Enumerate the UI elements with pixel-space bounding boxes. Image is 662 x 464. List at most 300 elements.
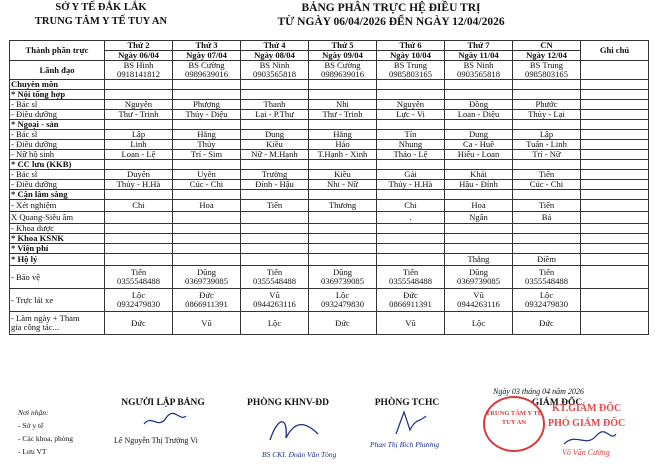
- date-header: Ngày 12/04: [513, 51, 581, 61]
- column-header-notes: Ghi chú: [581, 41, 649, 61]
- table-cell: Phước: [513, 100, 581, 110]
- table-cell: [445, 80, 513, 90]
- staff-phone: 0932479830: [525, 299, 568, 309]
- table-row: [10, 120, 649, 130]
- row-label-xn: - Xét nghiệm: [10, 200, 105, 212]
- table-cell: Thư - Trinh: [309, 110, 377, 120]
- section-chuyen-mon: Chuyên môn: [10, 80, 105, 90]
- table-cell: Chi: [105, 200, 173, 212]
- table-cell: [105, 190, 173, 200]
- table-cell: [309, 160, 377, 170]
- table-cell: Trí - Nữ: [513, 150, 581, 160]
- table-cell: Tiến: [241, 200, 309, 212]
- table-cell: Điềm: [513, 254, 581, 266]
- table-cell: [513, 289, 581, 312]
- table-cell: [445, 160, 513, 170]
- signer-khnv-title: PHÒNG KHNV-ĐD: [247, 398, 329, 408]
- leader-name: BS Cường: [188, 60, 225, 70]
- row-label-bs: - Bác sĩ: [10, 100, 105, 110]
- table-cell: Lập: [105, 130, 173, 140]
- signature-tchc: [390, 408, 430, 438]
- table-cell: .: [377, 212, 445, 224]
- table-cell: [581, 190, 649, 200]
- table-cell: [105, 160, 173, 170]
- duty-table: [9, 40, 649, 335]
- table-cell: [241, 234, 309, 244]
- table-cell: Đức: [309, 312, 377, 335]
- date-header: Ngày 10/04: [377, 51, 445, 61]
- table-cell: [513, 234, 581, 244]
- leader-name: BS Hinh: [123, 60, 154, 70]
- table-cell: [173, 120, 241, 130]
- day-header: Thứ 7: [445, 41, 513, 51]
- row-label-dd: - Điều dưỡng: [10, 180, 105, 190]
- staff-phone: 0944263116: [253, 299, 296, 309]
- table-cell: Nữ - M.Hạnh: [241, 150, 309, 160]
- staff-name: Dũng: [468, 267, 489, 277]
- table-row: [10, 200, 649, 212]
- table-cell: [105, 80, 173, 90]
- table-row: [10, 41, 649, 51]
- staff-phone: 0866911391: [389, 299, 432, 309]
- table-cell: Dung: [445, 130, 513, 140]
- table-row: [10, 244, 649, 254]
- signer-director-title: GIÁM ĐỐC: [531, 398, 583, 408]
- note-cell: [581, 110, 649, 120]
- row-label-bv: - Bảo vệ: [10, 266, 105, 289]
- deputy-director-label: PHÓ GIÁM ĐỐC: [548, 418, 626, 429]
- table-row: [10, 289, 649, 312]
- table-cell: [377, 289, 445, 312]
- table-cell: Thủy: [173, 140, 241, 150]
- day-header: Thứ 3: [173, 41, 241, 51]
- table-cell: Nguyên: [377, 100, 445, 110]
- table-cell: Khải: [445, 170, 513, 180]
- table-cell: Thương: [309, 200, 377, 212]
- table-cell: [173, 212, 241, 224]
- staff-phone: 0932479830: [321, 299, 364, 309]
- leader-phone: 0985803165: [389, 69, 432, 79]
- leader-name: BS Ninh: [259, 60, 290, 70]
- table-cell: [445, 190, 513, 200]
- staff-phone: 0866911391: [185, 299, 228, 309]
- day-header: CN: [513, 41, 581, 51]
- table-cell: [445, 90, 513, 100]
- table-cell: [241, 266, 309, 289]
- staff-phone: 0355548488: [117, 276, 160, 286]
- table-row: [10, 130, 649, 140]
- recipients-title: Nơi nhận:: [18, 408, 49, 417]
- note-cell: [581, 254, 649, 266]
- recipient-1: - Sở y tế: [18, 421, 44, 430]
- table-cell: Kiều: [241, 140, 309, 150]
- staff-name: Tiến: [538, 267, 555, 277]
- table-cell: Nhi: [309, 100, 377, 110]
- row-label-dd: - Điều dưỡng: [10, 140, 105, 150]
- section-ngoai: * Ngoại - sản: [10, 120, 105, 130]
- table-cell: [173, 266, 241, 289]
- table-cell: [377, 160, 445, 170]
- signer-preparer-name: Lê Nguyễn Thị Trường Vi: [114, 436, 198, 445]
- staff-phone: 0944263116: [457, 299, 500, 309]
- table-cell: [105, 254, 173, 266]
- row-label-hs: - Nữ hộ sinh: [10, 150, 105, 160]
- table-cell: Hằng: [173, 130, 241, 140]
- table-cell: [241, 120, 309, 130]
- recipient-2: - Các khoa, phòng: [18, 434, 73, 443]
- recipients: [18, 406, 73, 458]
- leader-phone: 0903565818: [253, 69, 296, 79]
- table-cell: [309, 266, 377, 289]
- staff-name: Vũ: [269, 290, 280, 300]
- signer-khnv-name: BS CKI. Đoàn Văn Tòng: [262, 450, 337, 459]
- table-cell: Đính - Hậu: [241, 180, 309, 190]
- table-cell: [173, 190, 241, 200]
- table-cell: [377, 90, 445, 100]
- table-cell: [377, 266, 445, 289]
- section-noi: * Nội tổng hợp: [10, 90, 105, 100]
- table-cell: [445, 244, 513, 254]
- table-row: [10, 254, 649, 266]
- table-cell: Thắng: [445, 254, 513, 266]
- date-header: Ngày 08/04: [241, 51, 309, 61]
- table-cell: [513, 190, 581, 200]
- table-row: [10, 140, 649, 150]
- table-cell: Nguyên: [105, 100, 173, 110]
- recipient-3: - Lưu VT: [18, 447, 47, 456]
- note-cell: [581, 100, 649, 110]
- table-cell: Thủy - H.Hà: [105, 180, 173, 190]
- table-cell: [581, 90, 649, 100]
- note-cell: [581, 312, 649, 335]
- staff-phone: 0355548488: [389, 276, 432, 286]
- table-cell: [445, 289, 513, 312]
- table-cell: [377, 120, 445, 130]
- leader-name: BS Trung: [393, 60, 428, 70]
- table-cell: Đức: [513, 312, 581, 335]
- issue-date: Ngày 03 tháng 04 năm 2026: [493, 387, 584, 396]
- table-cell: [241, 224, 309, 234]
- leader-name: BS Ninh: [463, 60, 494, 70]
- table-cell: T.Hạnh - Xinh: [309, 150, 377, 160]
- table-cell: [173, 244, 241, 254]
- table-cell: Vũ: [173, 312, 241, 335]
- signature-preparer: [140, 410, 190, 432]
- note-cell: [581, 150, 649, 160]
- table-cell: [309, 212, 377, 224]
- table-cell: Đồng: [445, 100, 513, 110]
- table-cell: [241, 190, 309, 200]
- staff-name: Đức: [199, 290, 214, 300]
- section-cc: * CC lưu (KKB): [10, 160, 105, 170]
- staff-phone: 0355548488: [253, 276, 296, 286]
- table-cell: Gái: [377, 170, 445, 180]
- table-cell: Trường: [241, 170, 309, 180]
- table-cell: [173, 289, 241, 312]
- table-cell: Tuấn - Linh: [513, 140, 581, 150]
- staff-phone: 0355548488: [525, 276, 568, 286]
- row-label-dd: - Điều dưỡng: [10, 110, 105, 120]
- row-label-kd: - Khoa dược: [10, 224, 105, 234]
- table-cell: [445, 120, 513, 130]
- table-row: [10, 212, 649, 224]
- table-cell: Duyên: [105, 170, 173, 180]
- row-label-vp: * Viện phí: [10, 244, 105, 254]
- staff-name: Dũng: [196, 267, 217, 277]
- table-cell: [105, 212, 173, 224]
- row-label-hl: * Hộ lý: [10, 254, 105, 266]
- leader-name: BS Cường: [324, 60, 361, 70]
- note-cell: [581, 200, 649, 212]
- table-cell: Hoa: [173, 200, 241, 212]
- stamp-text: TRUNG TÂM Y TẾ TUY AN: [485, 410, 543, 426]
- table-cell: [105, 120, 173, 130]
- table-cell: [513, 90, 581, 100]
- table-cell: [513, 80, 581, 90]
- note-cell: [581, 170, 649, 180]
- table-cell: [581, 160, 649, 170]
- table-cell: Cúc - Chi: [173, 180, 241, 190]
- table-cell: Thảo - Lệ: [377, 150, 445, 160]
- table-cell: [309, 254, 377, 266]
- table-cell: [309, 80, 377, 90]
- table-cell: [241, 212, 309, 224]
- table-cell: [377, 80, 445, 90]
- table-cell: [105, 234, 173, 244]
- lamngay-label-1: - Làm ngày + Tham: [11, 313, 80, 323]
- table-cell: [105, 244, 173, 254]
- table-row: [10, 61, 649, 80]
- table-cell: [513, 120, 581, 130]
- leader-cell: [513, 61, 581, 80]
- title-line1: BẢNG PHÂN TRỰC HỆ ĐIỀU TRỊ: [301, 2, 481, 14]
- staff-phone: 0369739085: [185, 276, 228, 286]
- signature-khnv: [264, 412, 324, 448]
- row-label-xq: X Quang-Siêu âm: [10, 212, 105, 224]
- table-cell: [445, 224, 513, 234]
- table-cell: [173, 254, 241, 266]
- staff-name: Lộc: [539, 290, 554, 300]
- table-cell: [309, 190, 377, 200]
- table-cell: Thư - Trinh: [105, 110, 173, 120]
- table-cell: Bá: [513, 212, 581, 224]
- leader-cell: [309, 61, 377, 80]
- leader-cell: [377, 61, 445, 80]
- column-header-role: Thành phần trực: [10, 41, 105, 61]
- note-cell: [581, 130, 649, 140]
- table-cell: [105, 90, 173, 100]
- table-cell: Linh: [105, 140, 173, 150]
- table-cell: [241, 80, 309, 90]
- leader-phone: 0918141812: [117, 69, 160, 79]
- table-cell: [105, 289, 173, 312]
- table-cell: [309, 244, 377, 254]
- staff-phone: 0369739085: [321, 276, 364, 286]
- doc-title: [236, 1, 546, 29]
- table-cell: Kiều: [309, 170, 377, 180]
- staff-name: Đức: [403, 290, 418, 300]
- table-cell: Thủy - Diệu: [173, 110, 241, 120]
- table-row: [10, 150, 649, 160]
- table-cell: [309, 289, 377, 312]
- leader-cell: [173, 61, 241, 80]
- table-cell: [173, 234, 241, 244]
- org-department: SỞ Y TẾ ĐẮK LẮK: [55, 2, 147, 13]
- staff-name: Tiến: [402, 267, 419, 277]
- kt-director-label: KT.GIÁM ĐỐC: [552, 403, 622, 414]
- table-cell: [513, 160, 581, 170]
- leader-name: BS Trung: [529, 60, 564, 70]
- table-cell: [581, 224, 649, 234]
- table-cell: Trí - Sim: [173, 150, 241, 160]
- leader-cell: [105, 61, 173, 80]
- signature-director: [560, 430, 620, 450]
- table-cell: [173, 160, 241, 170]
- table-cell: [445, 234, 513, 244]
- leader-phone: 0989639016: [321, 69, 364, 79]
- table-cell: [581, 234, 649, 244]
- table-cell: [581, 120, 649, 130]
- table-cell: Hằng: [309, 130, 377, 140]
- table-cell: Nhung: [377, 140, 445, 150]
- staff-name: Lộc: [335, 290, 350, 300]
- row-label-ksnk: * Khoa KSNK: [10, 234, 105, 244]
- org-header: [26, 1, 176, 29]
- table-row: [10, 160, 649, 170]
- table-cell: [445, 266, 513, 289]
- row-label-lamngay: [10, 312, 105, 335]
- day-header: Thứ 2: [105, 41, 173, 51]
- table-cell: [173, 224, 241, 234]
- leader-phone: 0985803165: [525, 69, 568, 79]
- day-header: Thứ 4: [241, 41, 309, 51]
- signer-preparer-title: NGƯỜI LẬP BẢNG: [121, 398, 205, 408]
- signer-director-name: Võ Văn Cường: [562, 448, 610, 457]
- note-cell: [581, 212, 649, 224]
- table-cell: [105, 266, 173, 289]
- table-cell: [581, 244, 649, 254]
- table-cell: [581, 80, 649, 90]
- table-cell: [105, 224, 173, 234]
- table-cell: [377, 244, 445, 254]
- staff-name: Tiến: [266, 267, 283, 277]
- table-row: [10, 190, 649, 200]
- table-cell: Thủy - H.Hà: [377, 180, 445, 190]
- table-row: [10, 224, 649, 234]
- table-cell: [377, 190, 445, 200]
- note-cell: [581, 289, 649, 312]
- table-row: [10, 80, 649, 90]
- table-cell: Hậu - Đính: [445, 180, 513, 190]
- table-cell: Thanh: [241, 100, 309, 110]
- table-cell: Tiến: [513, 170, 581, 180]
- row-label-tx: - Trực lái xe: [10, 289, 105, 312]
- signer-tchc-name: Phan Thị Bích Phương: [370, 440, 440, 449]
- table-cell: Ca - Huê: [445, 140, 513, 150]
- table-cell: Hảo: [309, 140, 377, 150]
- staff-name: Vũ: [473, 290, 484, 300]
- staff-phone: 0369739085: [457, 276, 500, 286]
- table-cell: [173, 90, 241, 100]
- date-header: Ngày 06/04: [105, 51, 173, 61]
- table-cell: Hoa: [445, 200, 513, 212]
- table-cell: Cúc - Chi: [513, 180, 581, 190]
- table-row: [10, 110, 649, 120]
- table-cell: [309, 90, 377, 100]
- table-cell: [241, 160, 309, 170]
- table-cell: [513, 224, 581, 234]
- table-cell: [377, 234, 445, 244]
- table-row: [10, 266, 649, 289]
- official-stamp: [483, 396, 545, 452]
- signer-tchc-title: PHÒNG TCHC: [374, 398, 440, 408]
- table-cell: [241, 289, 309, 312]
- table-cell: Tiến: [513, 200, 581, 212]
- section-cls: * Cận lâm sàng: [10, 190, 105, 200]
- staff-name: Dũng: [332, 267, 353, 277]
- table-cell: [241, 90, 309, 100]
- table-cell: [241, 254, 309, 266]
- table-cell: Dung: [241, 130, 309, 140]
- table-cell: Phượng: [173, 100, 241, 110]
- note-cell: [581, 140, 649, 150]
- org-center: TRUNG TÂM Y TẾ TUY AN: [34, 16, 168, 27]
- day-header: Thứ 6: [377, 41, 445, 51]
- table-cell: Lập: [513, 130, 581, 140]
- table-row: [10, 170, 649, 180]
- table-cell: [173, 80, 241, 90]
- table-cell: [377, 254, 445, 266]
- leader-cell: [445, 61, 513, 80]
- note-cell: [581, 61, 649, 80]
- date-header: Ngày 09/04: [309, 51, 377, 61]
- table-cell: Lộc: [241, 312, 309, 335]
- table-cell: Loan - Diệu: [445, 110, 513, 120]
- leader-phone: 0903565818: [457, 69, 500, 79]
- table-cell: Lực - Vi: [377, 110, 445, 120]
- table-row: [10, 234, 649, 244]
- table-cell: Nhi - Nữ: [309, 180, 377, 190]
- date-header: Ngày 11/04: [445, 51, 513, 61]
- table-row: [10, 51, 649, 61]
- table-cell: [513, 266, 581, 289]
- table-cell: Đức: [105, 312, 173, 335]
- table-cell: [377, 224, 445, 234]
- table-cell: [309, 234, 377, 244]
- table-cell: [309, 120, 377, 130]
- date-header: Ngày 07/04: [173, 51, 241, 61]
- note-cell: [581, 180, 649, 190]
- table-cell: Hiếu - Loan: [445, 150, 513, 160]
- row-label-leaders: Lãnh đạo: [10, 61, 105, 80]
- row-label-bs: - Bác sĩ: [10, 170, 105, 180]
- table-cell: Loan - Lệ: [105, 150, 173, 160]
- note-cell: [581, 266, 649, 289]
- title-line2: TỪ NGÀY 06/04/2026 ĐẾN NGÀY 12/04/2026: [277, 16, 505, 28]
- staff-name: Lộc: [131, 290, 146, 300]
- lamngay-label-2: gia công tác...: [11, 322, 59, 332]
- staff-phone: 0932479830: [117, 299, 160, 309]
- table-row: [10, 90, 649, 100]
- leader-cell: [241, 61, 309, 80]
- table-cell: Tín: [377, 130, 445, 140]
- row-label-bs: - Bác sĩ: [10, 130, 105, 140]
- table-cell: Lại - P.Thư: [241, 110, 309, 120]
- table-cell: Thủy - Lại: [513, 110, 581, 120]
- table-cell: Uyên: [173, 170, 241, 180]
- table-row: [10, 312, 649, 335]
- table-cell: [309, 224, 377, 234]
